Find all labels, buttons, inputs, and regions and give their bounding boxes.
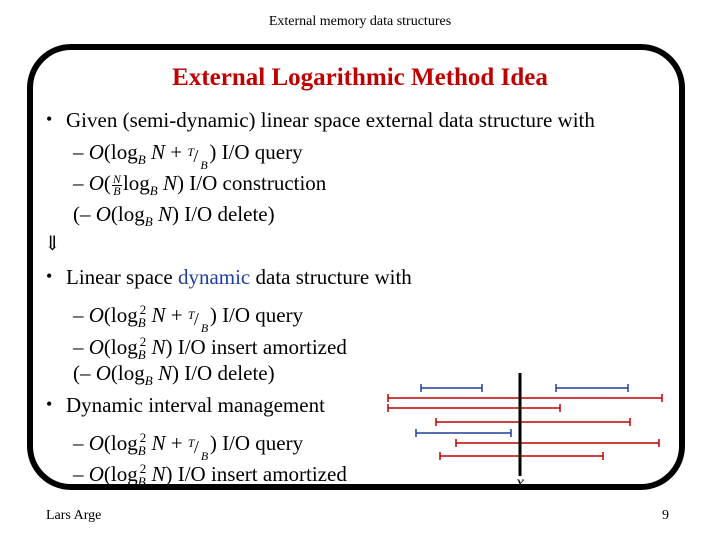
interval-red-2 (388, 404, 560, 412)
interval-blue-3 (416, 429, 511, 437)
footer-author: Lars Arge (46, 508, 102, 523)
b1-query-line: – $O(\log_B$ N + T / B ) I/O query (73, 140, 303, 173)
interval-red-1 (388, 394, 662, 402)
bullet-3-text: Dynamic interval management (66, 393, 325, 417)
b1-construction-line: – O( $\frac{N}{B}$ $\log_B N$) I/O construction (73, 171, 327, 198)
implies-arrow: ⇓ (44, 233, 61, 255)
b3-insert-line: – $O(\log_B^2$ N) I/O insert amortized (73, 461, 347, 489)
interval-blue-2 (556, 384, 628, 392)
b2-insert-line: – $O(\log_B^2$ N) I/O insert amortized (73, 334, 347, 362)
interval-red-4 (456, 439, 659, 447)
interval-red-3 (436, 418, 630, 426)
bullet-3-glyph: • (46, 394, 53, 414)
slide-header: External memory data structures (268, 14, 452, 29)
bullet-1-text: Given (semi-dynamic) linear space external data structure with (66, 108, 595, 132)
bullet-1-glyph: • (46, 109, 53, 129)
interval-blue-1 (421, 384, 482, 392)
query-label: x (516, 472, 524, 492)
bullet-2-glyph: • (46, 266, 53, 286)
b1-delete-line: (– $O(\log_B$ N) I/O delete) (73, 202, 275, 229)
b2-query-line: – $O(\log_B^2$ N + T / B ) I/O query (73, 302, 304, 336)
page-number: 9 (662, 508, 669, 523)
slide-title: External Logarithmic Method Idea (172, 64, 548, 91)
bullet-2-text: Linear space dynamic data structure with (66, 265, 412, 289)
b2-delete-line: (– $O(\log_B$ N) I/O delete) (73, 361, 275, 388)
b3-query-line: – $O(\log_B^2$ N + T / B ) I/O query (73, 430, 304, 464)
